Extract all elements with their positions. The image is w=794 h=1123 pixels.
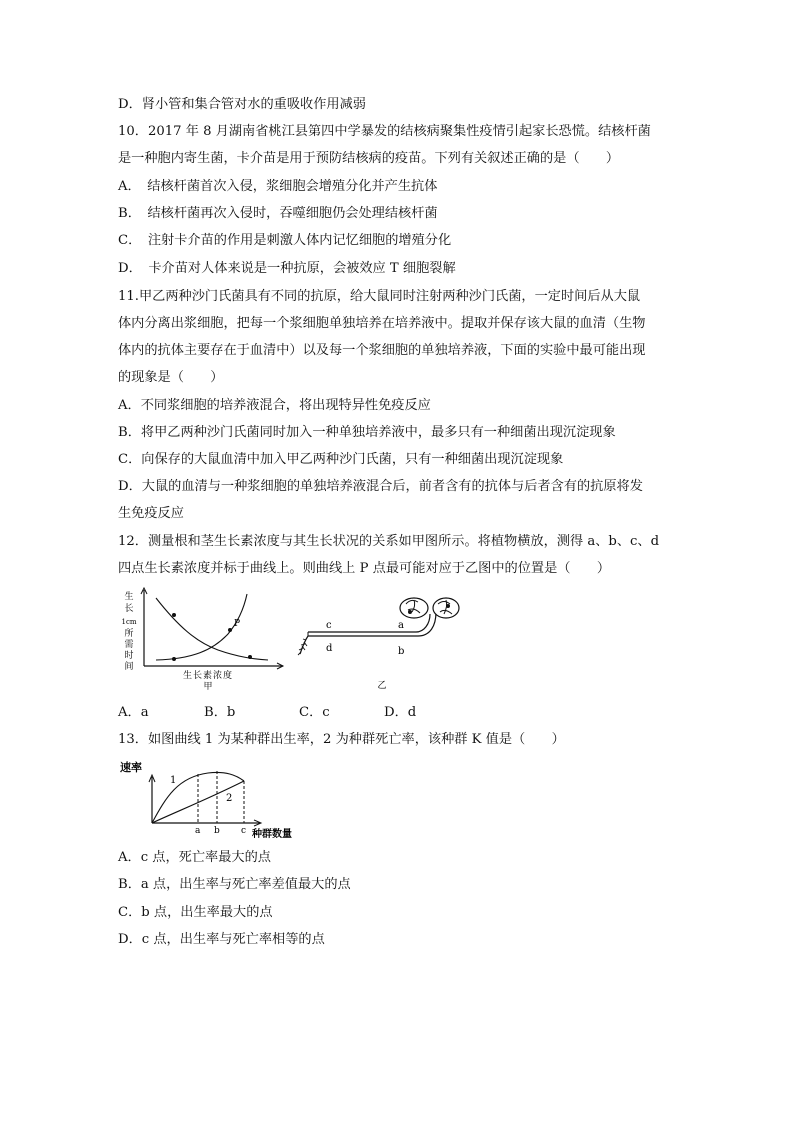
q11-stem-line4: 的现象是（ ） bbox=[118, 370, 224, 385]
jia-ylabel-0: 生 bbox=[124, 592, 134, 602]
q11-stem-line3: 体内的抗体主要存在于血清中）以及每一个浆细胞的单独培养液，下面的实验中最可能出现 bbox=[118, 343, 646, 358]
q11-option-d-line2: 生免疫反应 bbox=[118, 506, 184, 521]
jia-ylabel-6: 间 bbox=[124, 662, 134, 672]
jia-point-3 bbox=[248, 655, 252, 659]
yi-label-b: b bbox=[398, 646, 405, 657]
q10-option-b: B． 结核杆菌再次入侵时，吞噬细胞仍会处理结核杆菌 bbox=[118, 206, 438, 221]
q13-xlabel: 种群数量 bbox=[252, 829, 292, 839]
q10-option-a: A． 结核杆菌首次入侵，浆细胞会增殖分化并产生抗体 bbox=[118, 179, 438, 194]
jia-ylabel-5: 时 bbox=[124, 651, 134, 661]
q11-option-a: A．不同浆细胞的培养液混合，将出现特异性免疫反应 bbox=[118, 398, 431, 413]
q12-option-d: D．d bbox=[384, 705, 417, 720]
q10-stem-line2: 是一种胞内寄生菌，卡介苗是用于预防结核病的疫苗。下列有关叙述正确的是（ ） bbox=[118, 151, 620, 166]
q13-tick-b: b bbox=[214, 826, 220, 836]
q12-options bbox=[118, 704, 518, 722]
q12-option-c: C．c bbox=[299, 705, 330, 720]
jia-point-1 bbox=[172, 613, 176, 617]
jia-ylabel-1: 长 bbox=[124, 604, 134, 614]
q10-option-d: D． 卡介苗对人体来说是一种抗原，会被效应 T 细胞裂解 bbox=[118, 261, 456, 276]
q10-stem-line1: 10．2017 年 8 月湖南省桃江县第四中学暴发的结核病聚集性疫情引起家长恐慌。结核杆菌 bbox=[118, 124, 651, 139]
q13-curve2-label: 2 bbox=[226, 793, 233, 804]
jia-ylabel-4: 需 bbox=[124, 640, 134, 650]
jia-point-label: P bbox=[234, 619, 241, 629]
yi-label-c: c bbox=[326, 620, 332, 631]
q11-stem-line2: 体内分离出浆细胞，把每一个浆细胞单独培养在培养液中。提取并保存该大鼠的血清（生物 bbox=[118, 316, 646, 331]
q13-curve1-label: 1 bbox=[170, 775, 177, 786]
q12-stem-line1: 12．测量根和茎生长素浓度与其生长状况的关系如甲图所示。将植物横放，测得 a、b、c、d bbox=[118, 534, 660, 549]
figure-q13 bbox=[118, 757, 308, 839]
jia-point-2 bbox=[172, 657, 176, 661]
q12-option-b: B．b bbox=[204, 705, 236, 720]
q12-stem-line2: 四点生长素浓度并标于曲线上。则曲线上 P 点最可能对应于乙图中的位置是（ ） bbox=[118, 561, 611, 576]
figure-jia bbox=[118, 586, 288, 694]
jia-ylabel-3: 所 bbox=[124, 629, 134, 639]
q11-stem-line1: 11.甲乙两种沙门氏菌具有不同的抗原，给大鼠同时注射两种沙门氏菌，一定时间后从大鼠 bbox=[118, 289, 641, 304]
jia-ylabel-2: 1cm bbox=[121, 618, 137, 626]
q13-stem: 13．如图曲线 1 为某种群出生率，2 为种群死亡率，该种群 K 值是（ ） bbox=[118, 732, 565, 747]
yi-label-d: d bbox=[326, 643, 333, 654]
figure-yi bbox=[296, 590, 468, 694]
yi-caption: 乙 bbox=[377, 681, 387, 691]
jia-xlabel: 生长素浓度 bbox=[182, 671, 234, 681]
q13-option-d: D．c 点，出生率与死亡率相等的点 bbox=[118, 932, 325, 947]
q13-option-a: A．c 点，死亡率最大的点 bbox=[118, 850, 271, 865]
q11-option-d-line1: D．大鼠的血清与一种浆细胞的单独培养液混合后，前者含有的抗体与后者含有的抗原将发 bbox=[118, 479, 643, 494]
q13-option-b: B．a 点，出生率与死亡率差值最大的点 bbox=[118, 877, 351, 892]
q13-option-c: C．b 点，出生率最大的点 bbox=[118, 905, 273, 920]
q11-option-c: C．向保存的大鼠血清中加入甲乙两种沙门氏菌，只有一种细菌出现沉淀现象 bbox=[118, 452, 564, 467]
q13-ylabel: 速率 bbox=[120, 761, 142, 774]
q9-option-d: D．肾小管和集合管对水的重吸收作用减弱 bbox=[118, 97, 366, 112]
jia-caption: 甲 bbox=[203, 682, 213, 692]
q13-tick-c: c bbox=[241, 826, 247, 836]
jia-point-p bbox=[228, 628, 232, 632]
q10-option-c: C． 注射卡介苗的作用是刺激人体内记忆细胞的增殖分化 bbox=[118, 233, 452, 248]
yi-label-a: a bbox=[398, 620, 404, 631]
q11-option-b: B．将甲乙两种沙门氏菌同时加入一种单独培养液中，最多只有一种细菌出现沉淀现象 bbox=[118, 425, 616, 440]
q12-option-a: A．a bbox=[118, 705, 149, 720]
q13-tick-a: a bbox=[195, 826, 201, 836]
